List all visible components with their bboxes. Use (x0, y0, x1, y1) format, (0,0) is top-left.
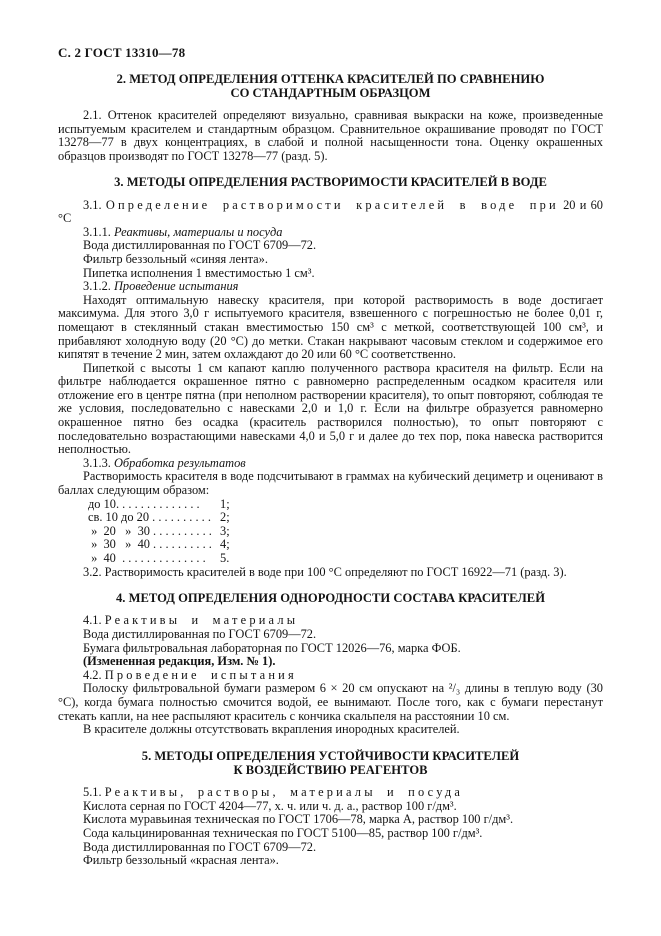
clause-line (58, 628, 603, 642)
section-heading-line: 2. МЕТОД ОПРЕДЕЛЕНИЯ ОТТЕНКА КРАСИТЕЛЕЙ ПО СРАВНЕНИЮ (116, 71, 545, 86)
paragraph (58, 294, 603, 362)
clause-line (58, 827, 603, 841)
text-run: 3.1.3. (83, 455, 114, 470)
score-range: » 20 » 30 . . . . . . . . . . (88, 524, 212, 538)
text-run: 4.2. (83, 667, 105, 682)
page-header: С. 2 ГОСТ 13310—78 (58, 45, 186, 60)
score-range: до 10. . . . . . . . . . . . . . (88, 497, 200, 511)
text-run: Полоску фильтровальной бумаги размером 6 × 20 см опускают на ²/₃ длины в теплую воду (30 °С), когда бумага полностью смочится водой, ее вынимают. После того, как с бумаги перестанут стекать капли, на нее распыляют краситель с кончика скальпеля на расстоянии 10 см. (58, 681, 603, 723)
section-heading-line: 4. МЕТОД ОПРЕДЕЛЕНИЯ ОДНОРОДНОСТИ СОСТАВА КРАСИТЕЛЕЙ (116, 591, 545, 606)
text-run: Растворимость красителя в воде подсчитывают в граммах на кубический дециметр и оценивают в баллах следующим образом: (58, 469, 603, 498)
clause-line (58, 655, 603, 669)
text-run: Реактивы, материалы и посуда (113, 224, 283, 239)
text-run: 5.1. (83, 785, 105, 800)
section-heading (58, 175, 603, 189)
paragraph (58, 362, 603, 457)
text-run: 3.1. (83, 197, 106, 212)
text-run: 20 и 60 °С (58, 197, 603, 226)
text-run: Фильтр беззольный «синяя лента». (83, 251, 268, 266)
clause-line (58, 267, 603, 281)
text-run: Сода кальцинированная техническая по ГОСТ 5100—85, раствор 100 г/дм³. (83, 825, 483, 840)
text-run: Реактивы и материалы (104, 613, 299, 628)
clause-line (58, 642, 603, 656)
text-run: Находят оптимальную навеску красителя, при которой растворимость в воде достигает максимума. Для этого 3,0 г испытуемого красителя, взвешенного с погрешностью не более 0,01 г, помещают в стеклянный стакан вместимостью 150 см³ с меткой, соответствующей 100 см³, и прибавляют холодную воду (20 °С) до метки. Стакан накрывают часовым стеклом и содержимое его кипятят в течение 2 мин, затем охлаждают до 20 или 60 °С соответственно. (58, 292, 603, 362)
paragraph (58, 682, 603, 723)
section-heading-line: 3. МЕТОДЫ ОПРЕДЕЛЕНИЯ РАСТВОРИМОСТИ КРАСИТЕЛЕЙ В ВОДЕ (114, 175, 547, 190)
text-run: (Измененная редакция, Изм. № 1). (83, 654, 276, 669)
score-value: 4; (220, 537, 230, 552)
text-run: Фильтр беззольный «красная лента». (83, 853, 279, 868)
section-heading (58, 72, 603, 100)
clause-line (58, 457, 603, 471)
text-run: Проведение испытания (104, 667, 297, 682)
paragraph (58, 723, 603, 737)
paragraph (58, 566, 603, 580)
section-heading-line: 5. МЕТОДЫ ОПРЕДЕЛЕНИЯ УСТОЙЧИВОСТИ КРАСИТЕЛЕЙ (141, 748, 520, 763)
section-heading-line: СО СТАНДАРТНЫМ ОБРАЗЦОМ (230, 85, 431, 100)
paragraph (58, 109, 603, 163)
score-row (58, 525, 603, 539)
text-run: Пипетка исполнения 1 вместимостью 1 см³. (83, 265, 315, 280)
text-run: Бумага фильтровальная лабораторная по ГОСТ 12026—76, марка ФОБ. (83, 640, 461, 655)
document-body (58, 72, 603, 868)
section-heading-line: К ВОЗДЕЙСТВИЮ РЕАГЕНТОВ (233, 762, 428, 777)
text-run: Кислота муравьиная техническая по ГОСТ 1706—78, марка А, раствор 100 г/дм³. (83, 812, 514, 827)
score-row (58, 552, 603, 566)
score-value: 5. (220, 551, 230, 566)
clause-line (58, 786, 603, 800)
clause-line (58, 199, 603, 226)
clause-line (58, 239, 603, 253)
section-heading (58, 591, 603, 605)
score-value: 1; (220, 496, 230, 511)
paragraph (58, 470, 603, 497)
text-run: Проведение испытания (113, 279, 239, 294)
score-row (58, 511, 603, 525)
score-value: 3; (220, 523, 230, 538)
clause-line (58, 614, 603, 628)
clause-line (58, 841, 603, 855)
text-run: Обработка результатов (113, 455, 246, 470)
text-run: Реактивы, растворы, материалы и посуда (104, 785, 464, 800)
text-run: Кислота серная по ГОСТ 4204—77, х. ч. или ч. д. а., раствор 100 г/дм³. (83, 798, 457, 813)
score-table (58, 498, 603, 566)
text-run: 3.1.2. (83, 279, 114, 294)
text-run: 4.1. (83, 613, 105, 628)
score-value: 2; (220, 510, 230, 525)
section-heading (58, 749, 603, 777)
text-run: 3.2. Растворимость красителей в воде при 100 °С определяют по ГОСТ 16922—71 (разд. 3). (83, 564, 567, 579)
clause-line (58, 813, 603, 827)
text-run: В красителе должны отсутствовать вкрапления инородных красителей. (83, 722, 460, 737)
text-run: 2.1. Оттенок красителей определяют визуально, сравнивая выкраски на коже, произведенные испытуемым красителем и стандартным образцом. Сравнительное окрашивание проводят по ГОСТ 13278—77 в двух концентрациях, в слабой и полной насыщенности тона. Оценку окрашенных образцов производят по ГОСТ 13278—77 (разд. 5). (58, 108, 603, 163)
text-run: 3.1.1. (83, 224, 114, 239)
clause-line (58, 253, 603, 267)
clause-line (58, 800, 603, 814)
clause-line (58, 669, 603, 683)
score-range: » 30 » 40 . . . . . . . . . . (88, 538, 212, 552)
text-run: Вода дистиллированная по ГОСТ 6709—72. (83, 627, 317, 641)
clause-line (58, 854, 603, 868)
text-run: Пипеткой с высоты 1 см капают каплю полученного раствора красителя на фильтр. Если на фильтре наблюдается окрашенное пятно с равномерно распределенным осадком красителя или отложение его в центре пятна (при неполном растворении красителя), то опыт повторяют, соблюдая те же условия, последовательно с навесками 2,0 и 1,0 г. Если на фильтре образуется равномерно окрашенное пятно без осадка (краситель растворился полностью), то опыт повторяют с последовательно возрастающими навесками 4,0 и 5,0 г и далее до тех пор, пока навеска растворится неполностью. (58, 360, 603, 457)
text-run: Определение растворимости красителей в воде при (105, 197, 559, 212)
score-row (58, 498, 603, 512)
score-row (58, 538, 603, 552)
score-range: св. 10 до 20 . . . . . . . . . . (88, 511, 211, 525)
text-run: Вода дистиллированная по ГОСТ 6709—72. (83, 839, 317, 854)
clause-line (58, 226, 603, 240)
score-range: » 40 . . . . . . . . . . . . . . (88, 552, 206, 566)
text-run: Вода дистиллированная по ГОСТ 6709—72. (83, 238, 317, 253)
clause-line (58, 280, 603, 294)
